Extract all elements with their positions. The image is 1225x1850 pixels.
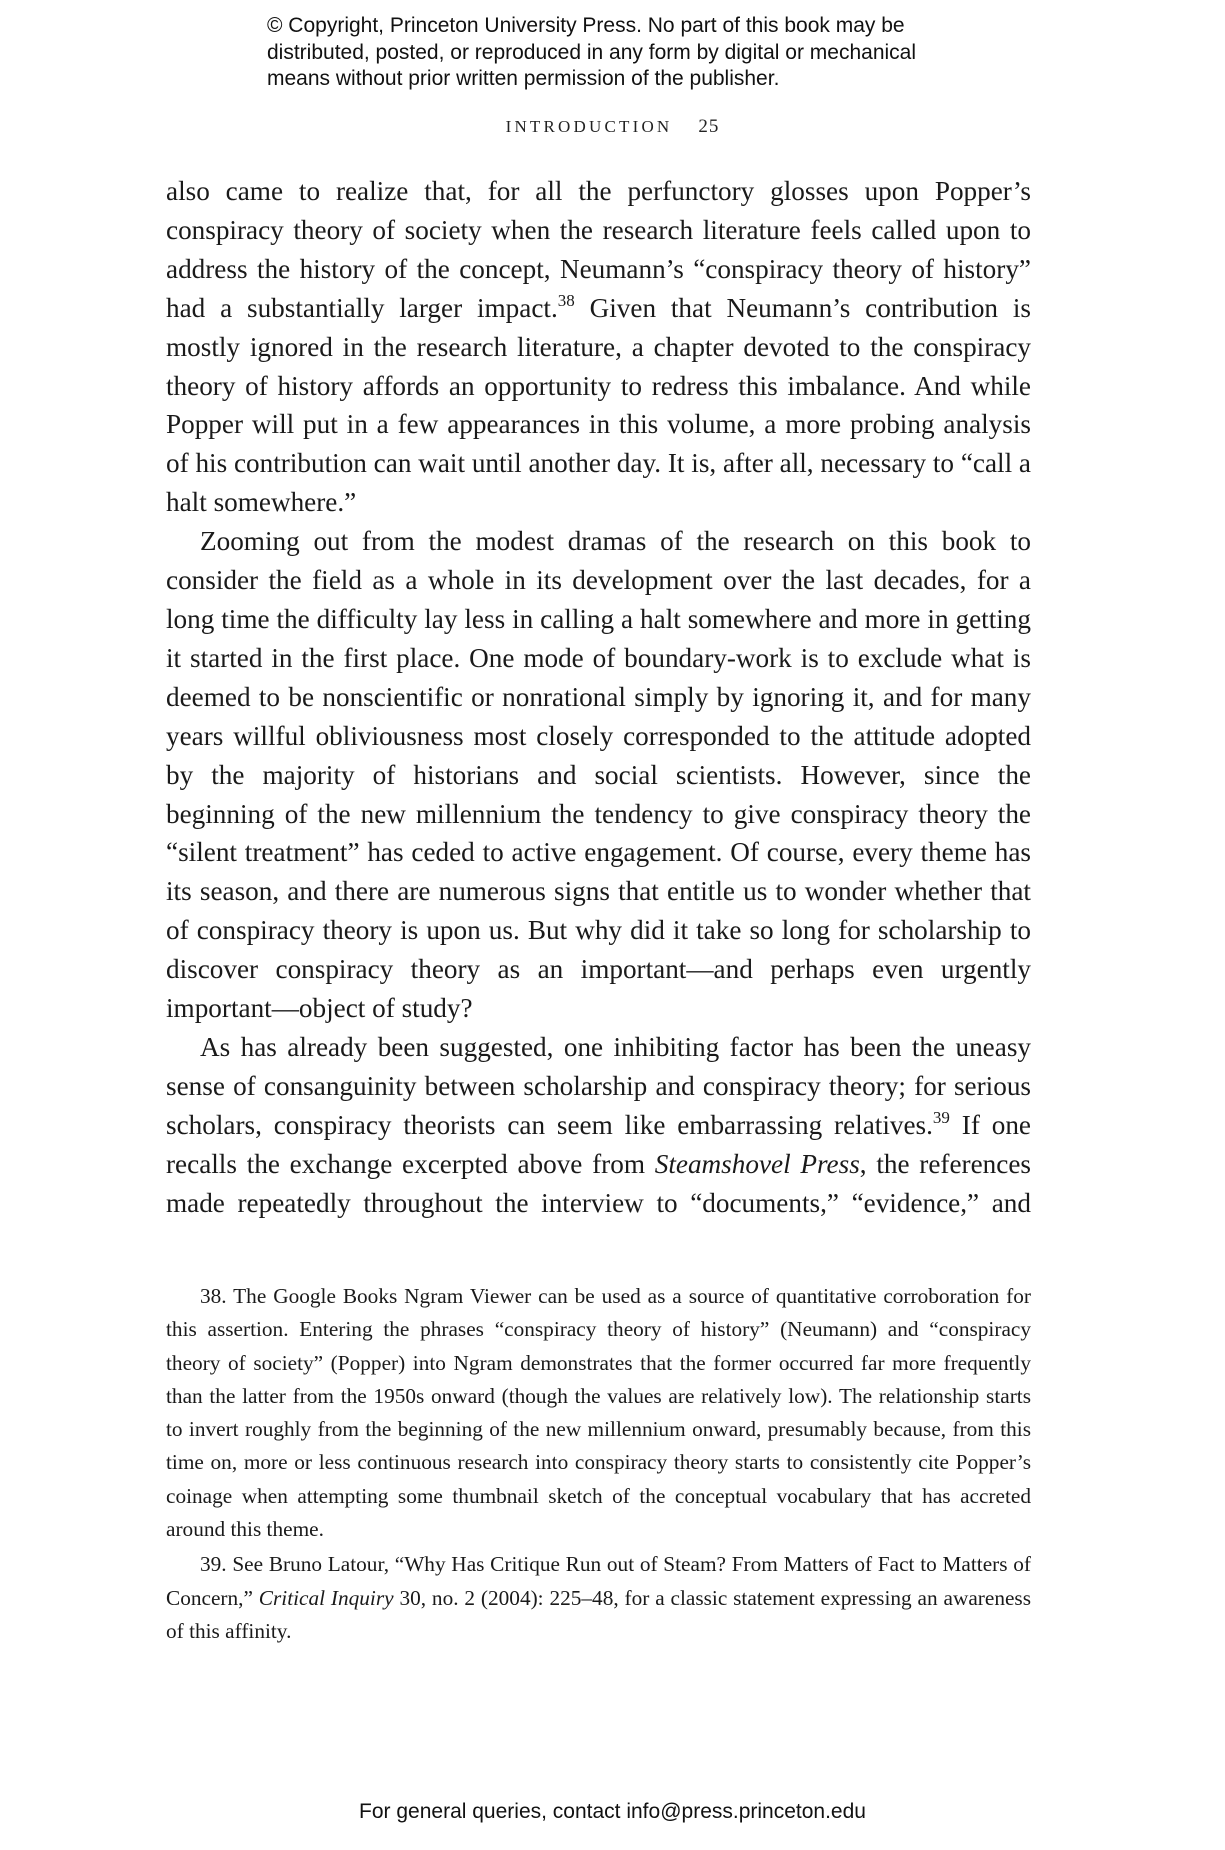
footnote-text: 39. See Bruno Latour, “Why Has Critique Run out of Steam? From Matters of Fact to Matters of Concern,” [166, 1552, 1031, 1610]
running-head [0, 116, 1225, 138]
paragraph-text: If one recalls the exchange excerpted above from [166, 1109, 1031, 1179]
paragraph-text: As has already been suggested, one inhibiting factor has been the uneasy sense of consanguinity between scholarship and conspiracy theory; for serious scholars, conspiracy theorists can seem like embarrassing relatives. [166, 1031, 1031, 1140]
copyright-line: means without prior written permission of the publisher. [267, 67, 780, 90]
paragraph-text: , the references made repeatedly throughout the interview to “documents,” “evidence,” and [166, 1148, 1031, 1218]
page-number: 25 [698, 116, 720, 137]
footer-contact: For general queries, contact info@press.princeton.edu [359, 1800, 866, 1823]
paragraph: Zooming out from the modest dramas of the research on this book to consider the field as a whole in its development over the last decades, for a long time the difficulty lay less in calling a halt somewhere and more in getting it started in the first place. One mode of boundary-work is to exclude what is deemed to be nonscientific or nonrational simply by ignoring it, and for many years willful obliviousness most closely corresponded to the attitude adopted by the majority of historians and social scientists. However, since the beginning of the new millennium the tendency to give conspiracy theory the “silent treatment” has ceded to active engagement. Of course, every theme has its season, and there are numerous signs that entitle us to wonder whether that of conspiracy theory is upon us. But why did it take so long for scholarship to discover conspiracy theory as an important—and perhaps even urgently important—object of study? [166, 526, 1031, 1024]
footnote-ref-38[interactable]: 38 [557, 290, 575, 310]
footnotes [166, 1280, 1031, 1648]
italic-title: Critical Inquiry [258, 1585, 394, 1610]
footnote-38: 38. The Google Books Ngram Viewer can be used as a source of quantitative corroboration for this assertion. Entering the phrases “conspiracy theory of history” (Neumann) and “conspiracy theory of society” (Popper) into Ngram demonstrates that the former occurred far more frequently than the latter from the 1950s onward (though the values are relatively low). The relationship starts to invert roughly from the beginning of the new millennium onward, presumably because, from this time on, more or less continuous research into conspiracy theory starts to consistently cite Popper’s coinage when attempting some thumbnail sketch of the conceptual vocabulary that has accreted around this theme. [166, 1284, 1031, 1542]
chapter-title: INTRODUCTION [505, 117, 673, 136]
copyright-line: © Copyright, Princeton University Press. No part of this book may be [267, 14, 905, 37]
footnote-text: 30, no. 2 (2004): 225–48, for a classic statement expressing an awareness of this affinity. [166, 1585, 1032, 1643]
main-text [166, 172, 1031, 1222]
copyright-line: distributed, posted, or reproduced in any form by digital or mechanical [267, 40, 917, 64]
paragraph [166, 1028, 1031, 1223]
paragraph [166, 172, 1031, 522]
paragraph-text: also came to realize that, for all the perfunctory glosses upon Popper’s conspiracy theory of society when the research literature feels called upon to address the history of the concept, Neumann’s “conspiracy theory of history” had a substantially larger impact. [166, 176, 1031, 323]
copyright-notice [267, 13, 1027, 93]
footnote-39 [166, 1548, 1031, 1648]
italic-title: Steamshovel Press [654, 1148, 860, 1179]
footnote-ref-39[interactable]: 39 [932, 1107, 950, 1127]
paragraph-text: Given that Neumann’s contribution is mostly ignored in the research literature, a chapter devoted to the conspiracy theory of history affords an opportunity to redress this imbalance. And while Popper will put in a few appearances in this volume, a more probing analysis of his contribution can wait until another day. It is, after all, necessary to “call a halt somewhere.” [166, 292, 1031, 518]
